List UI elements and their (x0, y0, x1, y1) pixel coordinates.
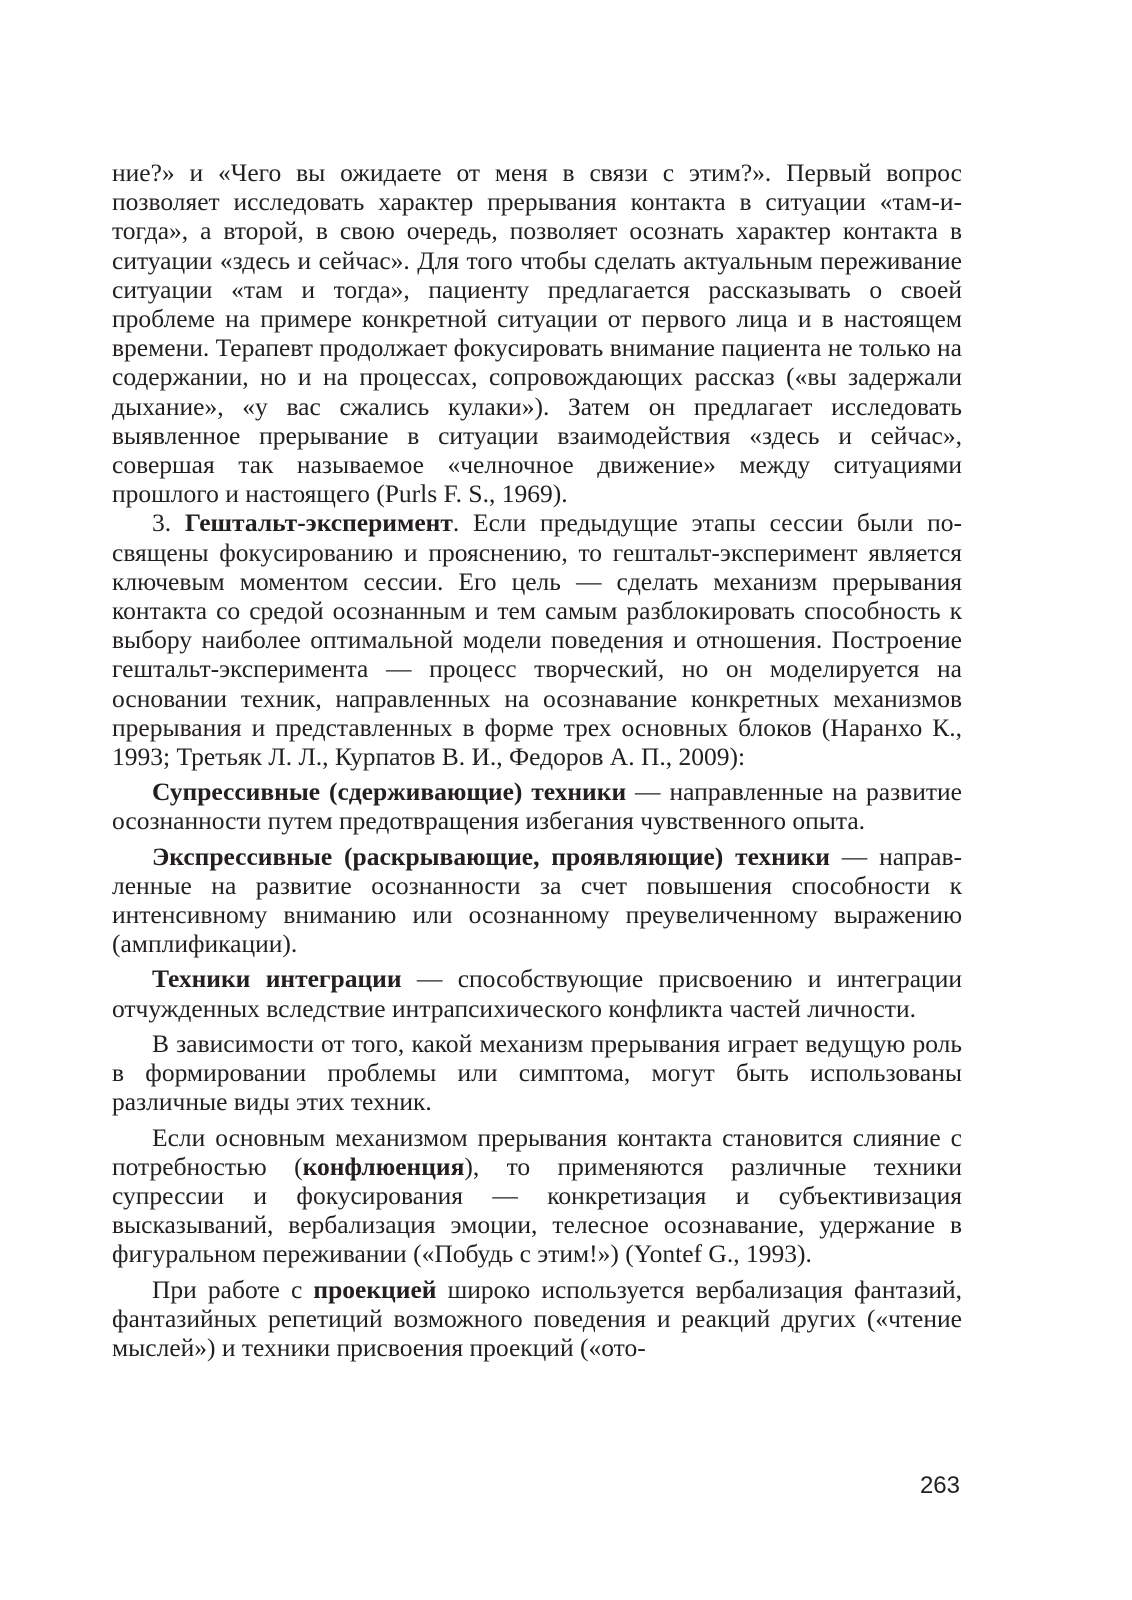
paragraph-text: — направленные на развитие осознанности путем предотвращения избегания чувственного опыта. (112, 777, 962, 836)
paragraph (112, 1029, 962, 1117)
paragraph-text: ), то применяются различные техники супрессии и фокусирования — конкретизация и субъективизация высказываний, вербализация эмоции, телесное осознавание, удержание в фигуральном переживании («Побудь с этим!») (Yontef G., 1993). (112, 1151, 962, 1269)
paragraph-text: — направленные на развитие осознанности за счет повышения способности к интенсивному вниманию или осознанному преувеличенному выражению (амплификации). (112, 841, 963, 959)
term-heading: Техники интеграции (152, 964, 402, 994)
page-number: 263 (919, 1472, 960, 1499)
paragraph (112, 158, 962, 508)
paragraph-text: широко используется вербализация фантазий, фантазийных репетиций возможного поведения и реакций других («чтение мыслей») и техники присвоения проекций («ото- (112, 1274, 962, 1362)
term-heading: конфлюенция (302, 1151, 465, 1181)
paragraph (112, 777, 962, 835)
paragraph (112, 1123, 962, 1269)
paragraph (112, 964, 962, 1022)
paragraph-text: — способствующие присвоению и интеграции отчужденных вследствие интрапсихического конфликта частей личности. (112, 964, 962, 1023)
paragraph (112, 1275, 962, 1363)
paragraph-text: При работе с (152, 1274, 314, 1304)
page-body (112, 158, 962, 1362)
paragraph-text: ние?» и «Чего вы ожидаете от меня в связи с этим?». Первый вопрос позволяет исследовать характер прерывания контакта в ситуации «там-и-тогда», а второй, в свою очередь, позволяет осознать характер контакта в ситуации «здесь и сейчас». Для того чтобы сделать актуальным переживание ситуации «там и тогда», пациенту предлагается рассказывать о своей проблеме на примере конкретной ситуации от первого лица и в настоящем времени. Терапевт продолжает фокусировать внимание пациента не только на содержании, но и на процессах, сопровождающих рассказ («вы задержали дыхание», «у вас сжались кулаки»). Затем он предлагает исследовать выявленное прерывание в ситуации взаимодействия «здесь и сейчас», совершая так называемое «челночное движение» между ситуациями прошлого и настоящего (Purls F. S., 1969). (112, 158, 962, 509)
paragraph (112, 508, 962, 771)
paragraph-text: Если основным механизмом прерывания контакта становится слияние с потребностью ( (112, 1122, 962, 1181)
term-heading: Гештальт-эксперимент (184, 508, 453, 538)
paragraph (112, 842, 962, 959)
term-heading: Экспрессивные (раскрывающие, проявляющие) техники (152, 841, 830, 871)
paragraph-text: В зависимости от того, какой механизм прерывания играет ведущую роль в формировании проблемы или симптома, могут быть использованы различные виды этих техник. (112, 1028, 962, 1117)
term-heading: проекцией (313, 1274, 437, 1304)
term-heading: Супрессивные (сдерживающие) техники (152, 777, 627, 807)
paragraph-text: . Если предыдущие этапы сессии были посвящены фокусированию и прояснению, то гештальт-эксперимент является ключевым моментом сессии. Его цель — сделать механизм прерывания контакта со средой осознанным и тем самым разблокировать способность к выбору наиболее оптимальной модели поведения и отношения. Построение гештальт-эксперимента — процесс творческий, но он моделируется на основании техник, направленных на осознавание конкретных механизмов прерывания и представленных в форме трех основных блоков (Наранхо К., 1993; Третьяк Л. Л., Курпатов В. И., Федоров А. П., 2009): (112, 508, 963, 772)
paragraph-text: 3. (152, 508, 185, 538)
